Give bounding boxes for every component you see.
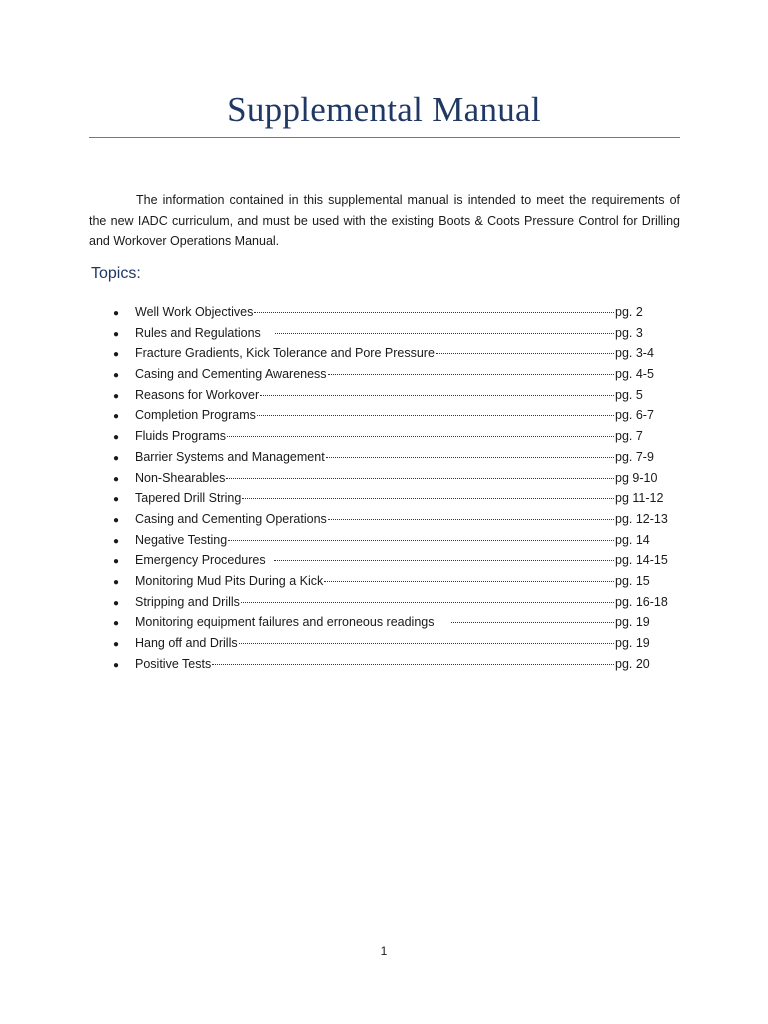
topic-label: Barrier Systems and Management xyxy=(135,449,325,464)
topic-label: Non-Shearables xyxy=(135,470,226,485)
bullet-icon: ● xyxy=(113,597,120,609)
topics-heading: Topics: xyxy=(91,265,141,282)
dot-leader xyxy=(227,436,614,437)
title-divider xyxy=(89,137,680,138)
topic-label: Hang off and Drills xyxy=(135,636,238,650)
topic-page: pg. 3 xyxy=(615,325,643,340)
dot-leader xyxy=(254,312,614,313)
topic-label: Monitoring equipment failures and erroneous readings xyxy=(135,615,435,630)
dot-leader xyxy=(241,602,614,603)
topic-page: pg. 19 xyxy=(615,615,650,630)
dot-leader xyxy=(257,415,614,416)
bullet-icon: ● xyxy=(113,308,120,319)
dot-leader xyxy=(274,560,614,561)
topic-page: pg. 20 xyxy=(615,656,650,671)
topic-page: pg. 14-15 xyxy=(615,553,668,568)
topic-item[interactable] xyxy=(113,426,653,447)
dot-leader xyxy=(226,478,614,479)
dot-leader xyxy=(242,498,614,499)
bullet-icon: ● xyxy=(113,473,120,485)
topic-item[interactable] xyxy=(113,488,664,509)
topic-page: pg. 16-18 xyxy=(615,594,668,609)
intro-paragraph: The information contained in this supplemental manual is intended to meet the requirements of the new IADC curriculum, and must be used with the existing Boots & Coots Pressure Control for Drilling and Workover Operations Manual. xyxy=(89,193,680,248)
topic-item[interactable] xyxy=(113,633,653,654)
page-title: Supplemental Manual xyxy=(227,90,541,129)
topic-page: pg. 6-7 xyxy=(615,408,654,423)
topic-item[interactable] xyxy=(113,654,653,675)
topic-item[interactable] xyxy=(113,447,653,468)
topic-item[interactable] xyxy=(113,405,653,426)
topic-label: Positive Tests xyxy=(135,656,212,671)
dot-leader xyxy=(212,664,614,665)
topic-label: Casing and Cementing Operations xyxy=(135,511,327,526)
bullet-icon: ● xyxy=(113,535,120,547)
dot-leader xyxy=(328,519,614,520)
topic-label: Casing and Cementing Awareness xyxy=(135,367,327,382)
topic-item[interactable] xyxy=(113,323,653,344)
topics-list xyxy=(113,302,668,674)
dot-leader xyxy=(239,643,614,644)
bullet-icon: ● xyxy=(113,659,120,671)
topic-label: Fracture Gradients, Kick Tolerance and Pore Pressure xyxy=(135,346,435,361)
topic-item[interactable] xyxy=(113,385,653,406)
topic-page: pg. 5 xyxy=(615,387,643,402)
bullet-icon: ● xyxy=(113,494,120,506)
topic-label: Monitoring Mud Pits During a Kick xyxy=(135,573,324,588)
topic-label: Fluids Programs xyxy=(135,429,226,444)
dot-leader xyxy=(324,581,614,582)
topic-page: pg 11-12 xyxy=(615,491,664,506)
topic-item[interactable] xyxy=(113,571,653,592)
topic-page: pg. 2 xyxy=(615,305,643,319)
bullet-icon: ● xyxy=(113,639,120,650)
dot-leader xyxy=(228,540,614,541)
topic-label: Well Work Objectives xyxy=(135,305,254,319)
dot-leader xyxy=(260,395,614,396)
topic-page: pg. 19 xyxy=(615,636,650,650)
bullet-icon: ● xyxy=(113,349,120,361)
dot-leader xyxy=(451,622,615,623)
topic-page: pg 9-10 xyxy=(615,470,658,485)
topic-label: Stripping and Drills xyxy=(135,594,240,609)
topic-page: pg. 12-13 xyxy=(615,511,668,526)
dot-leader xyxy=(275,333,614,334)
topic-page: pg. 14 xyxy=(615,532,650,547)
dot-leader xyxy=(328,374,614,375)
topic-label: Negative Testing xyxy=(135,532,228,547)
bullet-icon: ● xyxy=(113,390,120,402)
topic-item[interactable] xyxy=(113,468,658,489)
topic-item[interactable] xyxy=(113,550,668,571)
bullet-icon: ● xyxy=(113,432,120,444)
topic-page: pg. 3-4 xyxy=(615,346,654,361)
topic-item[interactable] xyxy=(113,302,653,323)
bullet-icon: ● xyxy=(113,556,120,568)
bullet-icon: ● xyxy=(113,576,120,588)
topic-label: Rules and Regulations xyxy=(135,325,261,340)
bullet-icon: ● xyxy=(113,328,120,340)
dot-leader xyxy=(326,457,614,458)
topic-label: Emergency Procedures xyxy=(135,553,266,568)
topic-page: pg. 15 xyxy=(615,573,650,588)
topic-item[interactable] xyxy=(113,509,668,530)
bullet-icon: ● xyxy=(113,452,120,464)
topic-page: pg. 4-5 xyxy=(615,367,654,382)
bullet-icon: ● xyxy=(113,411,120,423)
topic-item[interactable] xyxy=(113,364,653,385)
topic-item[interactable] xyxy=(113,343,653,364)
topic-label: Tapered Drill String xyxy=(135,491,242,506)
topic-label: Completion Programs xyxy=(135,408,256,423)
topic-page: pg. 7 xyxy=(615,429,643,444)
topic-page: pg. 7-9 xyxy=(615,449,654,464)
bullet-icon: ● xyxy=(113,370,120,382)
topic-item[interactable] xyxy=(113,612,653,633)
topic-item[interactable] xyxy=(113,592,668,613)
page-number: 1 xyxy=(380,944,388,958)
dot-leader xyxy=(436,353,614,354)
bullet-icon: ● xyxy=(113,618,120,630)
topic-label: Reasons for Workover xyxy=(135,387,260,402)
bullet-icon: ● xyxy=(113,514,120,526)
topic-item[interactable] xyxy=(113,530,653,551)
